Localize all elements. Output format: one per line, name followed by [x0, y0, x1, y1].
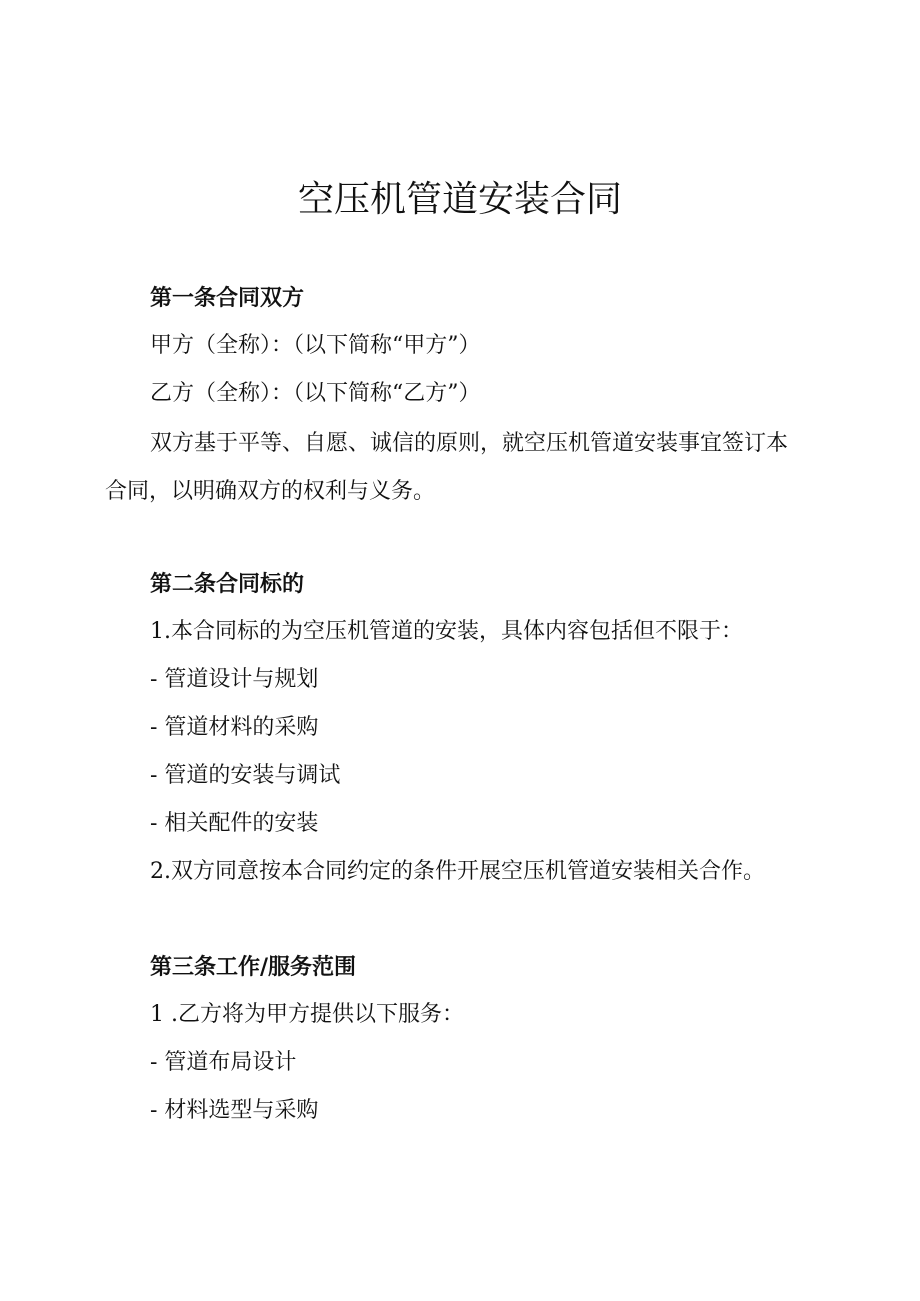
- section-2-bullet-1: - 管道设计与规划: [150, 667, 319, 692]
- section-2-bullet-2: - 管道材料的采购: [150, 715, 319, 740]
- party-a-line: 甲方（全称）：（以下简称“甲方”）: [150, 333, 481, 358]
- section-3-item-1: 1 .乙方将为甲方提供以下服务：: [150, 1002, 464, 1027]
- document-title: 空压机管道安装合同: [297, 179, 622, 220]
- section-2-bullet-3: - 管道的安装与调试: [150, 763, 341, 788]
- section-1-heading: 第一条合同双方: [150, 285, 305, 311]
- section-2-item-2: 2.双方同意按本合同约定的条件开展空压机管道安装相关合作。: [150, 859, 765, 884]
- section-2-heading: 第二条合同标的: [150, 571, 305, 597]
- party-b-line: 乙方（全称）：（以下简称“乙方”）: [150, 381, 481, 406]
- section-3-bullet-1: - 管道布局设计: [150, 1050, 297, 1075]
- section-2-bullet-4: - 相关配件的安装: [150, 811, 319, 836]
- section-2-item-1: 1.本合同标的为空压机管道的安装，具体内容包括但不限于：: [150, 619, 743, 644]
- section-3-bullet-2: - 材料选型与采购: [150, 1098, 319, 1123]
- section-3-heading: 第三条工作/服务范围: [150, 954, 357, 980]
- section-1-paragraph: 双方基于平等、自愿、诚信的原则，就空压机管道安装事宜签订本合同，以明确双方的权利与义务。: [105, 431, 789, 504]
